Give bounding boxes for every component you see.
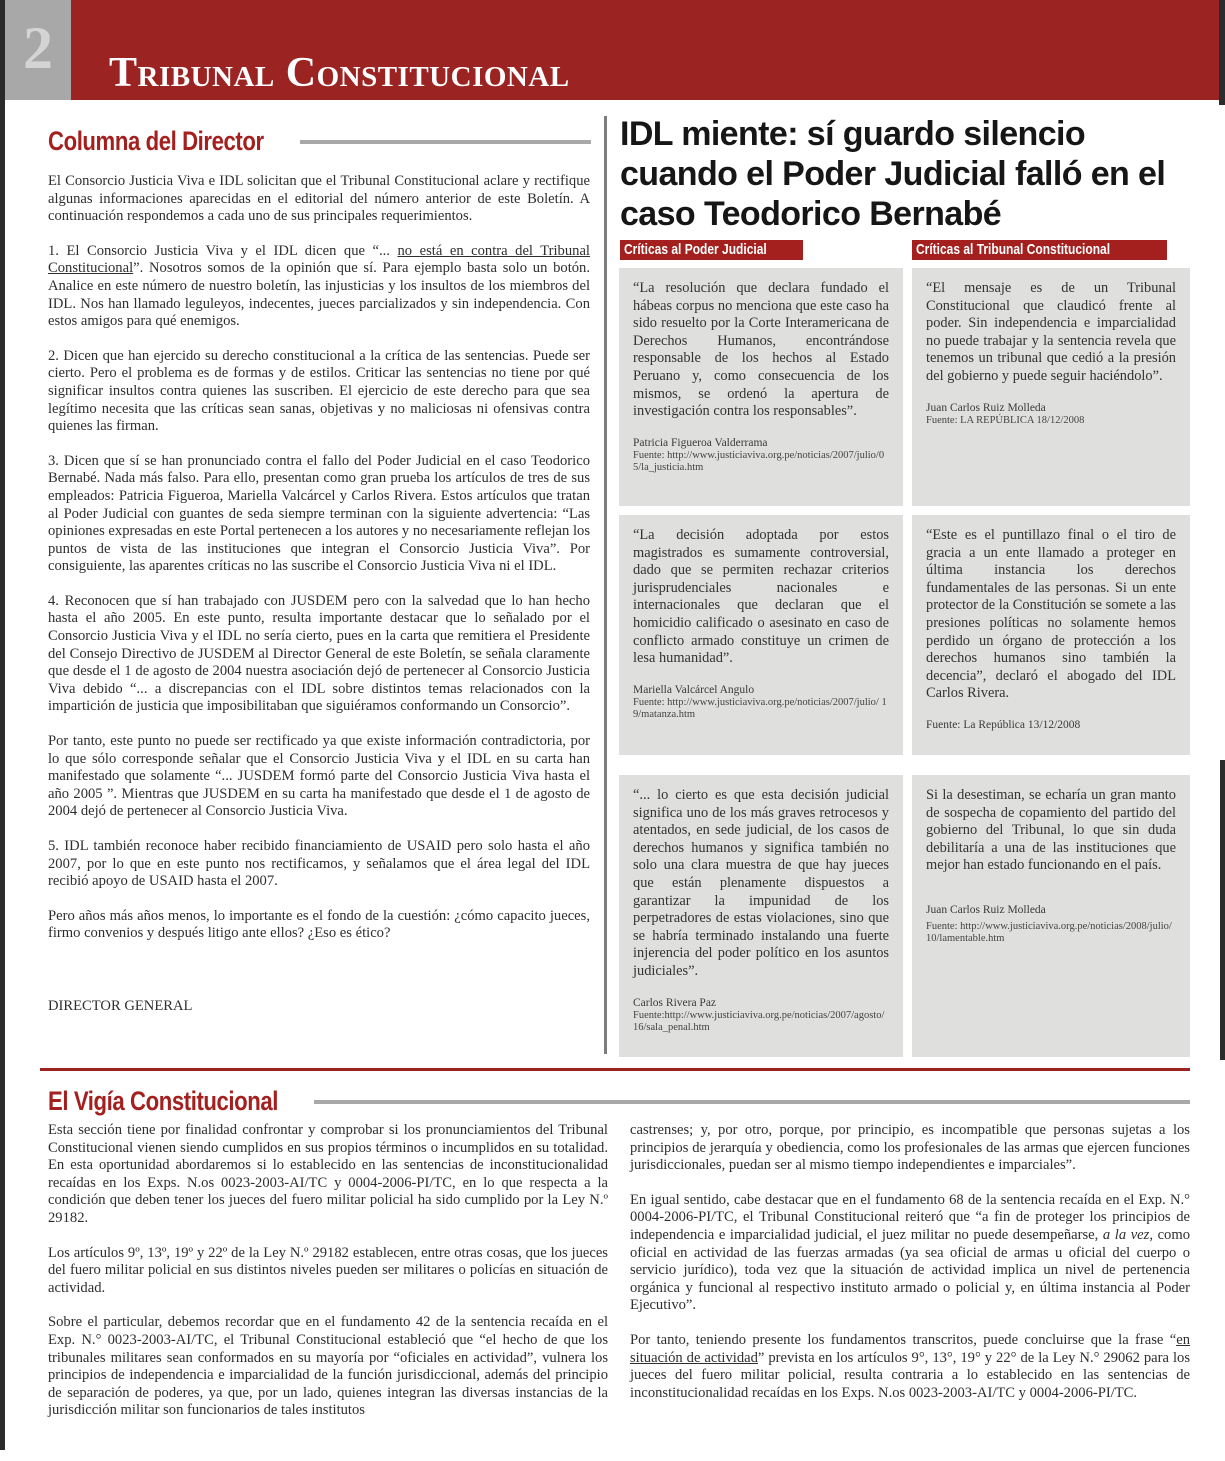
vigia-paragraph: Esta sección tiene por finalidad confrontar y comprobar si los pronunciamientos del Tribunal Constitucional vienen siendo cumplidos en sus propios términos o incumplidos en su totalidad. En esta oportunidad abordaremos si lo establecido en las sentencias de inconstitucionalidad recaídas en los Exps. N.os 0023-2003-AI/TC y 0004-2006-PI/TC, en lo que respecta a la condición que deben tener los jueces del fuero militar policial ha sido cumplido por la Ley N.º 29182.: [48, 1122, 608, 1226]
page-edge-left: [0, 0, 5, 1450]
paragraph-text: 1. El Consorcio Justicia Viva y el IDL dicen que “...: [48, 242, 398, 259]
page-edge-right: [1219, 0, 1225, 105]
feature-title: IDL miente: sí guardo silencio cuando el Poder Judicial falló en el caso Teodorico Bernabé: [620, 115, 1166, 233]
paragraph-text: como oficial en actividad de las fuerzas armadas (ya sea oficial de armas u oficial del cuerpo o servicio jurídico), toda vez que la situación de actividad implica un nivel de pertenencia orgánica y funcional al respectivo instituto armado o policial y, en última instancia al Poder Ejecutivo”.: [630, 1226, 1190, 1314]
vigia-left-column: [48, 1122, 608, 1437]
quote-text: “La decisión adoptada por estos magistrados es sumamente controversial, dado que se permiten rechazar criterios jurisprudenciales nacionales e internacionales que declaran que el homicidio calificado o asesinato en caso de conflicto armado constituye un crimen de lesa humanidad”.: [633, 527, 889, 667]
quote-text: “El mensaje es de un Tribunal Constitucional que claudicó frente al poder. Sin independencia e imparcialidad no puede trabajar y la sentencia revela que tenemos un tribunal que cedió a la presión del gobierno y puede seguir haciéndolo”.: [926, 280, 1176, 384]
quote-box: [619, 515, 903, 755]
column-divider: [604, 116, 607, 1054]
underlined-phrase: en situación de actividad: [630, 1331, 1190, 1366]
quote-author: Patricia Figueroa Valderrama: [633, 436, 768, 449]
quote-text: Si la desestiman, se echaría un gran manto de sospecha de copamiento del partido del gobierno del Tribunal, lo que sin duda debilitaría a una de las instituciones que mejor han estado funcionando en el país.: [926, 787, 1176, 874]
quote-source: Fuente: La República 13/12/2008: [926, 718, 1081, 731]
quote-box: [912, 515, 1190, 755]
heading-rule: [314, 1100, 1190, 1104]
quote-author: Mariella Valcárcel Angulo: [633, 683, 755, 696]
vigia-paragraph: Sobre el particular, debemos recordar que en el fundamento 42 de la sentencia recaída en el Exp. N.° 0023-2003-AI/TC, el Tribunal Constitucional estableció que “el hecho de que los tribunales militares sean conformados en su mayoría por “oficiales en actividad”, vulnera los principios de independencia e imparcialidad de la función jurisdiccional, además del principio de separación de poderes, ya que, por un lado, quienes integran las diversas instancias de la jurisdicción militar son funcionarios de tales institutos: [48, 1314, 608, 1419]
right-column-label-text: Críticas al Tribunal Constitucional: [916, 241, 1111, 258]
paragraph-text: ” prevista en los artículos 9°, 13°, 19° y 22° de la Ley N.° 29062 para los jueces del fuero militar policial, resulta contraria a lo establecido en las sentencias de inconstitucionalidad recaídas en los Exps. N.os 0023-2003-AI/TC y 0004-2006-PI/TC.: [630, 1349, 1190, 1401]
quote-box: [912, 775, 1190, 1057]
section-title: Tribunal Constitucional: [109, 50, 570, 96]
director-paragraph: 4. Reconocen que sí han trabajado con JUSDEM pero con la salvedad que lo han hecho hasta el año 2005. En este punto, resulta importante destacar que lo señalado por el Consorcio Justicia Viva y el IDL no sería cierto, pues en la carta que remitiera el Presidente del Consejo Directivo de JUSDEM al Director General de este Boletín, se señala claramente que desde el 1 de agosto de 2004 nuestra asociación dejó de pertenecer al Consorcio Justicia Viva debido “... a discrepancias con el IDL sobre distintos temas relacionados con la impartición de justicia que imposibilitaban que siguiéramos conformando un Consorcio”.: [48, 592, 590, 715]
quote-text: “La resolución que declara fundado el hábeas corpus no menciona que este caso ha sido resuelto por la Corte Interamericana de Derechos Humanos, encontrándose responsable de los hechos al Estado Peruano y, como consecuencia de los mismos, se ordenó la apertura de investigación contra los responsables”.: [633, 280, 889, 420]
vigia-paragraph: castrenses; y, por otro, porque, por principio, es incompatible que personas sujetas a los principios de jerarquía y obediencia, como los profesionales de las armas que ejercen funciones jurisdiccionales, puedan ser al mismo tiempo independientes e imparciales”.: [630, 1122, 1190, 1174]
left-column-label-text: Críticas al Poder Judicial: [624, 241, 767, 258]
paragraph-text: Por tanto, teniendo presente los fundamentos transcritos, puede concluirse que la frase: [630, 1331, 1170, 1348]
right-column-label: [912, 240, 1167, 260]
quote-text: “... lo cierto es que esta decisión judicial significa uno de los más graves retrocesos y atentados, en sede judicial, de los casos de derechos humanos y significa también no solo una clara muestra de que hay jueces que están plenamente dispuestos a garantizar la impunidad de los perpetradores de estas violaciones, sino que se habría terminado instalando una fuerte injerencia del poder político en los asuntos judiciales”.: [633, 787, 889, 979]
director-paragraph: El Consorcio Justicia Viva e IDL solicitan que el Tribunal Constitucional aclare y rectifique algunas informaciones aparecidas en el editorial del número anterior de este Boletín. A continuación respondemos a cada uno de sus principales requerimientos.: [48, 173, 590, 225]
left-column-label: [620, 240, 803, 260]
vigia-heading: [48, 1084, 1190, 1118]
underlined-quote: no está en contra del Tribunal Constitucional: [48, 242, 590, 277]
quote-source: Fuente: http://www.justiciaviva.org.pe/noticias/2008/julio/10/lamentable.htm: [926, 920, 1172, 945]
quote-author: Juan Carlos Ruiz Molleda: [926, 903, 1046, 916]
quote-source: Fuente: http://www.justiciaviva.org.pe/noticias/2007/julio/ 19/matanza.htm: [633, 696, 887, 721]
vigia-paragraph: [630, 1192, 1190, 1315]
quote-author: Juan Carlos Ruiz Molleda: [926, 401, 1046, 414]
vigia-right-column: [630, 1122, 1190, 1419]
vigia-title: El Vigía Constitucional: [48, 1085, 279, 1116]
quote-box: [619, 775, 903, 1057]
director-signature: DIRECTOR GENERAL: [48, 998, 193, 1014]
italic-text: a la vez,: [1102, 1226, 1153, 1243]
quote-text: “Este es el puntillazo final o el tiro de gracia a un ente llamado a proteger en última instancia los derechos fundamentales de las personas. Si un ente protector de la Constitución se somete a las presiones políticas no solamente hemos perdido un órgano de protección a los derechos humanos sino también la decencia”, declaró el abogado del IDL Carlos Rivera.: [926, 527, 1176, 702]
director-column-title: Columna del Director: [48, 125, 264, 156]
quote-box: [619, 268, 903, 506]
quote-source: Fuente: http://www.justiciaviva.org.pe/noticias/2007/julio/05/la_justicia.htm: [633, 449, 885, 474]
director-paragraph: [48, 243, 590, 331]
quote-box: [912, 268, 1190, 506]
director-column-heading: [48, 124, 593, 158]
page-number: 2: [23, 15, 53, 81]
heading-rule: [300, 140, 591, 144]
director-column-body: [48, 173, 590, 960]
director-paragraph: 5. IDL también reconoce haber recibido financiamiento de USAID pero solo hasta el año 2007, por lo que en este punto nos rectificamos, y señalamos que el área legal del IDL recibió apoyo de USAID hasta el 2007.: [48, 838, 590, 890]
director-paragraph: 3. Dicen que sí se han pronunciado contra el fallo del Poder Judicial en el caso Teodorico Bernabé. Nada más falso. Para ello, presentan como gran prueba los artículos de tres de sus empleados: Patricia Figueroa, Mariella Valcárcel y Carlos Rivera. Estos artículos que tratan al Poder Judicial con guantes de seda siempre terminan con la siguiente advertencia: “Las opiniones expresadas en este Portal pertenecen a los autores y no necesariamente reflejan los puntos de vista de las instituciones que integran el Consorcio Justicia Viva”. Por consiguiente, las aparentes críticas no las suscribe el Consorcio Justicia Viva ni el IDL.: [48, 452, 590, 575]
quote-source: Fuente: LA REPÚBLICA 18/12/2008: [926, 414, 1085, 426]
director-paragraph: Por tanto, este punto no puede ser rectificado ya que existe información contradictoria, por lo que sólo corresponde señalar que el Consorcio Justicia Viva y el IDL en su carta han manifestado que solamente “... JUSDEM formó parte del Consorcio Justicia Viva hasta el año 2005 ”. Mientras que JUSDEM en su carta ha manifestado que desde el 1 de agosto de 2004 dejó de pertenecer al Consorcio Justicia Viva.: [48, 733, 590, 820]
vigia-paragraph: Los artículos 9º, 13º, 19º y 22º de la Ley N.º 29182 establecen, entre otras cosas, que los jueces del fuero militar policial en sus distintos niveles pueden ser militares o policías en situación de actividad.: [48, 1244, 608, 1296]
section-divider: [40, 1068, 1190, 1071]
quote-source: Fuente:http://www.justiciaviva.org.pe/noticias/2007/agosto/ 16/sala_penal.htm: [633, 1009, 885, 1034]
paragraph-text: En igual sentido, cabe destacar que en el fundamento 68 de la sentencia recaída en el Exp. N.° 0004-2006-PI/TC, el Tribunal Constitucional reiteró que “a fin de proteger los principios de independencia e imparcialidad judicial, el juez militar no puede desempeñarse,: [630, 1191, 1190, 1243]
vigia-paragraph: [630, 1332, 1190, 1402]
page-number-box: [5, 0, 71, 100]
director-paragraph: 2. Dicen que han ejercido su derecho constitucional a la crítica de las sentencias. Puede ser cierto. Pero el problema es de formas y de estilos. Criticar las sentencias no tiene por qué significar insultos contra quienes las suscriben. El ejercicio de este derecho para que sea legítimo necesita que las críticas sean sanas, objetivas y no maliciosas ni ofensivas contra quienes las firman.: [48, 347, 590, 435]
page-edge-right-mid: [1220, 760, 1225, 1060]
paragraph-text: ”. Nosotros somos de la opinión que sí. Para ejemplo basta solo un botón. Analice en este número de nuestro boletín, las injusticias y los insultos de los miembros del IDL. Nos han llamado leguleyos, indecentes, jueces parcializados y sin independencia. Con estos amigos para qué enemigos.: [48, 260, 590, 330]
quote-author: Carlos Rivera Paz: [633, 996, 717, 1009]
page-header: [5, 0, 1219, 100]
director-paragraph: Pero años más años menos, lo importante es el fondo de la cuestión: ¿cómo capacito jueces, firmo convenios y después litigo ante ellos? ¿Eso es ético?: [48, 907, 590, 942]
quote-mark: “: [1169, 1331, 1177, 1348]
